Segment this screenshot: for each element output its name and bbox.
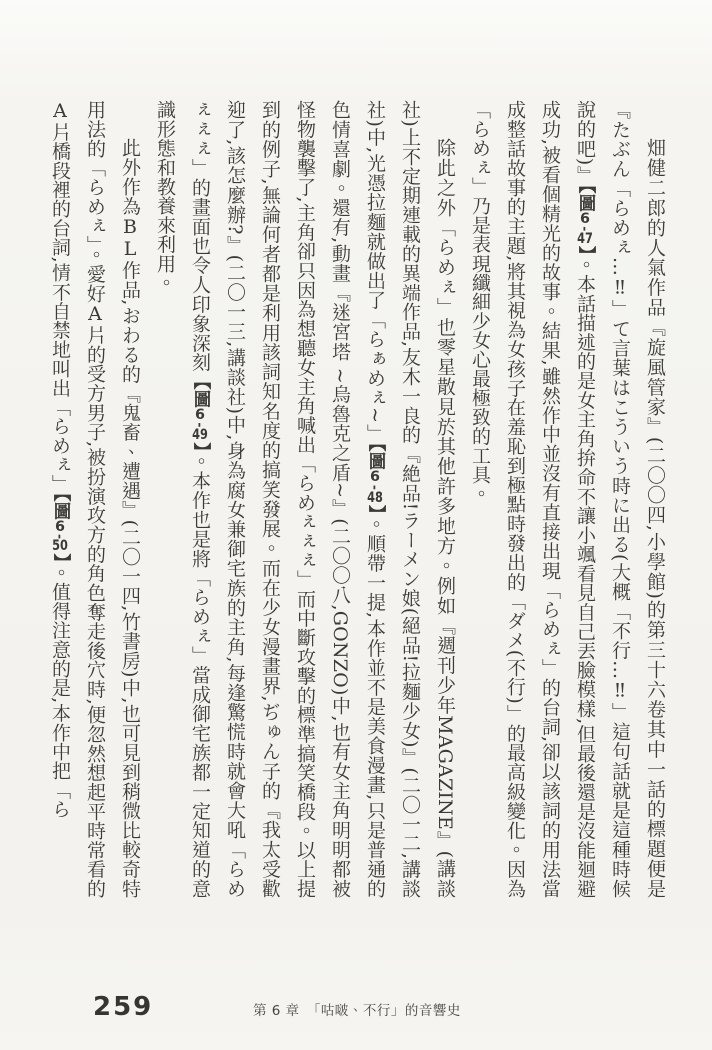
chapter-label: 第 6 章 「咕啵、不行」的音響史 (253, 1003, 461, 1019)
page-number: 259 (93, 992, 154, 1022)
latin-run: A (49, 100, 71, 123)
figure-reference: 【圖6-50】 (50, 493, 70, 563)
latin-run: A (84, 302, 106, 326)
figure-reference: 【圖6-48】 (365, 443, 385, 515)
paragraph-1: 畑健二郎的人氣作品『旋風管家』(二〇〇四,小學館)的第三十六卷其中一話的標題便是『たぶん「らめぇ…‼」て言葉はこういう時に出る(大概「不行…‼」這句話就是這種時候說的吧)』【圖6-47】。本話描述的是女主角拚命不讓小颯看見自己丟臉模樣,但最後還是沒能迴避成功,被看個精光的故事。結果,雖然作中並沒有直接出現「らめぇ」的台詞,卻以該詞的用法當成整話故事的主題,將其視為女孩子在羞恥到極點時發出的「ダメ(不行)」的最高級變化。因為「らめぇ」乃是表現纖細少女心最極致的工具。 (469, 100, 666, 898)
paragraph-2: 除此之外「らめぇ」也零星散見於其他許多地方。例如『週刊少年MAGAZINE』(講談社)上不定期連載的異端作品,友木一良的『絶品!ラーメン娘(絕品!拉麵少女)』(二〇一二,講談社)中,光憑拉麵就做出了「らぁめぇ~」【圖6-48】。順帶一提,本作並不是美食漫畫,只是普通的色情喜劇。還有,動畫『迷宮塔 ~烏魯克之盾~』(二〇〇八,GONZO)中,也有女主角明明都被怪物襲擊了,主角卻只因為想聽女主角喊出「らめぇぇぇ」而中斷攻擊的標準搞笑橋段。以上提到的例子,無論何者都是利用該詞知名度的搞笑發展。而在少女漫畫界,ぢゅん子的『我太受歡迎了,該怎麼辦?』(二〇一三,講談社)中,身為腐女兼御宅族的主角,每逢驚慌時就會大吼「らめぇぇぇ」的畫面也令人印象深刻【圖6-49】。本作也是將「らめぇ」當成御宅族都一定知道的意識形態和教養來利用。 (154, 100, 456, 898)
latin-run: BL (119, 215, 141, 261)
body-text (40, 100, 672, 898)
figure-reference: 【圖6-47】 (575, 184, 595, 255)
latin-run: GONZO (329, 610, 351, 688)
figure-reference: 【圖6-49】 (190, 371, 210, 452)
paragraph-3: 此外作為BL作品,おわる的『鬼畜、遭遇』(二〇一四,竹書房)中,也可見到稍微比較奇特用法的「らめぇ」。愛好A片的受方男子,被扮演攻方的角色奪走後穴時,便忽然想起平時常看的A片橋段裡的台詞,情不自禁地叫出「らめぇ」【圖6-50】。值得注意的是,本作中把「ら (49, 100, 141, 899)
latin-run: MAGAZINE (434, 715, 456, 830)
